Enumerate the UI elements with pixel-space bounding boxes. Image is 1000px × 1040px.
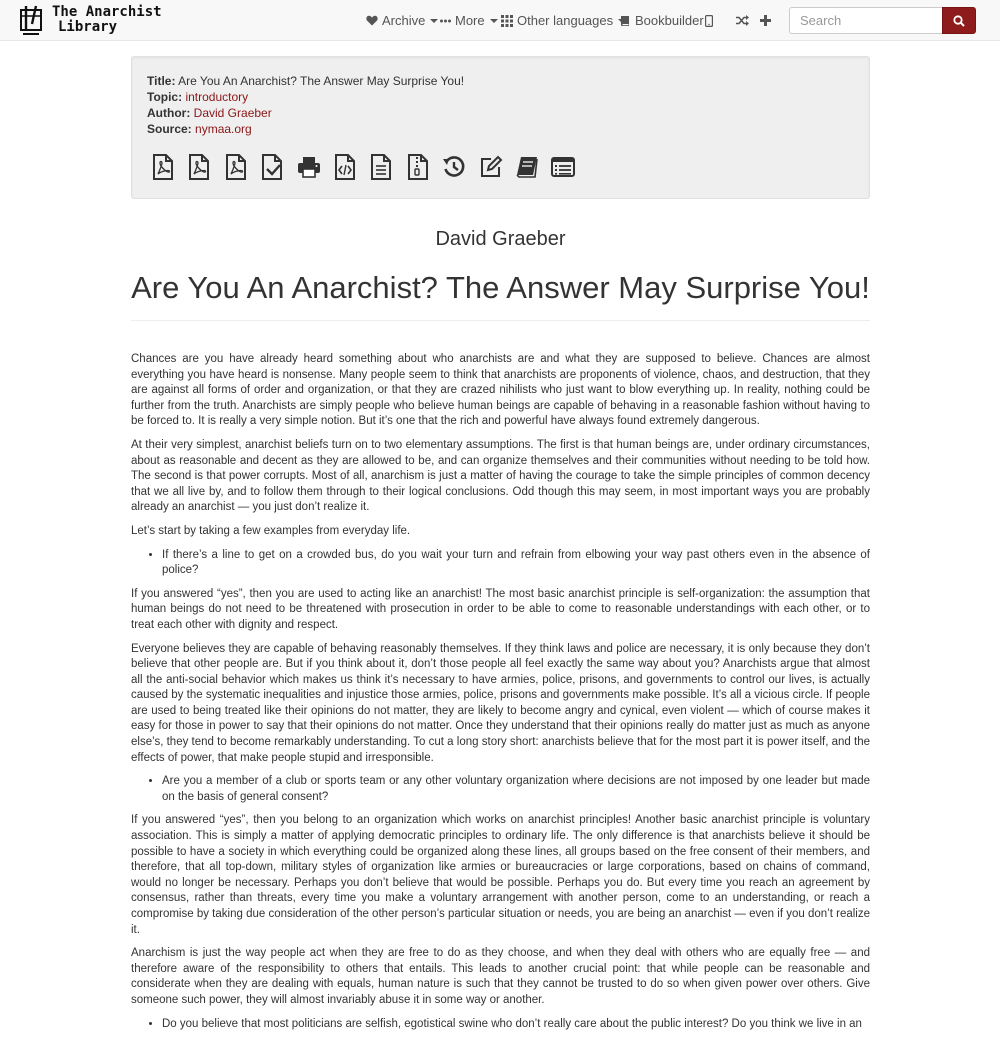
meta-source-label: Source: bbox=[147, 122, 192, 136]
text-icon bbox=[370, 154, 392, 180]
archive-dropdown[interactable] bbox=[366, 13, 438, 28]
search-input[interactable] bbox=[789, 7, 942, 34]
zip-icon bbox=[407, 154, 429, 180]
chevron-down-icon bbox=[430, 19, 438, 23]
archive-label: Archive bbox=[382, 13, 426, 28]
paragraph: Let’s start by taking a few examples from everyday life. bbox=[131, 524, 411, 537]
paragraph: Everyone believes they are capable of behaving reasonably themselves. If they think laws and police are necessary, it is only because they don’t believe that other people are. But if you think about it, don’t those people all feel exactly the same way about you? Anarchists argue that almost all the anti-social behavior which makes us think it’s necessary to have armies, police, prisons, and governments to control our lives, is actually caused by the systematic inequalities and injustice those armies, police, prisons and governments make possible. It’s all a vicious circle. If people are used to being treated like their opinions do not matter, they are likely to become angry and cynical, even violent — which of course makes it easy for those in power to say that their opinions do not matter. Once they understand that their opinions really do matter just as much as anyone else’s, they tend to become remarkably understanding. To cut a long story short: anarchists believe that for the most part it is power itself, and the effects of power, that make people stupid and irresponsible. bbox=[131, 642, 870, 764]
article-body bbox=[131, 352, 870, 1040]
meta-author-label: Author: bbox=[147, 106, 191, 120]
html-icon bbox=[334, 154, 356, 180]
meta-author bbox=[147, 105, 464, 121]
other-languages-dropdown[interactable] bbox=[501, 13, 626, 28]
article-author: David Graeber bbox=[435, 228, 566, 250]
nav-other-languages[interactable] bbox=[501, 0, 626, 41]
download-zip-button[interactable] bbox=[401, 150, 435, 184]
text-info-box bbox=[131, 56, 870, 199]
nav-random[interactable] bbox=[736, 0, 753, 41]
more-dropdown[interactable] bbox=[440, 13, 498, 28]
site-name-line1: The Anarchist bbox=[52, 4, 162, 20]
download-html-button[interactable] bbox=[328, 150, 362, 184]
edit-icon bbox=[479, 155, 503, 179]
ellipsis-icon bbox=[440, 19, 451, 23]
site-name-line2: Library bbox=[58, 19, 118, 35]
download-pdf-button[interactable] bbox=[146, 150, 180, 184]
plus-icon bbox=[760, 15, 771, 26]
history-button[interactable] bbox=[437, 150, 471, 184]
search-form bbox=[789, 7, 976, 34]
heart-icon bbox=[366, 15, 378, 26]
anarchist-library-logo-icon bbox=[18, 4, 44, 36]
list-item: • Do you believe that most politicians are selfish, egotistical swine who don’t really care about the public interest? Do you think we live in an bbox=[162, 1017, 870, 1033]
nav-bookbuilder[interactable] bbox=[620, 0, 704, 41]
table-of-contents-button[interactable] bbox=[546, 150, 580, 184]
history-icon bbox=[442, 155, 466, 179]
book-icon bbox=[620, 15, 631, 27]
source-link[interactable]: nymaa.org bbox=[195, 122, 252, 136]
add-to-bookbuilder-icon bbox=[515, 156, 539, 178]
topic-link[interactable]: introductory bbox=[185, 90, 249, 104]
add-to-bookbuilder-button[interactable] bbox=[510, 150, 544, 184]
bookbuilder-link[interactable] bbox=[620, 13, 704, 28]
download-pdf-a4-button[interactable] bbox=[182, 150, 216, 184]
list-icon bbox=[551, 157, 575, 177]
download-pdf-imposed-button[interactable] bbox=[255, 150, 289, 184]
article-title: Are You An Anarchist? The Answer May Surprise You! bbox=[131, 270, 870, 305]
nav-mobile[interactable] bbox=[705, 0, 717, 41]
print-button[interactable] bbox=[292, 150, 326, 184]
navbar bbox=[0, 0, 1000, 41]
author-link[interactable]: David Graeber bbox=[193, 106, 272, 120]
meta-title-value: Are You An Anarchist? The Answer May Surprise You! bbox=[178, 74, 465, 88]
header-divider bbox=[131, 320, 870, 321]
site-logo[interactable] bbox=[18, 3, 162, 37]
grid-icon bbox=[501, 15, 513, 27]
meta-source bbox=[147, 121, 464, 137]
site-name bbox=[52, 5, 162, 35]
random-button[interactable] bbox=[736, 15, 753, 26]
other-languages-label: Other languages bbox=[517, 13, 614, 28]
paragraph: If you answered “yes”, then you belong to an organization which works on anarchist principles! Another basic anarchist principle is voluntary association. This is simply a matter of applying democratic principles to ordinary life. The only difference is that anarchists believe it should be possible to have a society in which everything could be organized along these lines, all groups based on the free consent of their members, and therefore, that all top-down, military styles of organization like armies or bureaucracies or large corporations, based on chains of command, would no longer be necessary. Perhaps you don’t believe that would be possible. Perhaps you do. But every time you reach an agreement by consensus, rather than threats, every time you make a voluntary arrangement with another person, come to an understanding, or reach a compromise by taking due consideration of the other person’s particular situation or needs, you are being an anarchist — even if you don’t realize it. bbox=[131, 814, 870, 936]
download-toolbar bbox=[146, 150, 583, 184]
pdf-icon bbox=[152, 154, 174, 180]
list-item: • Are you a member of a club or sports team or any other voluntary organization where decisions are not imposed by one leader but made on the basis of general consent? bbox=[162, 774, 870, 805]
pdf-imposed-icon bbox=[261, 154, 283, 180]
question-list bbox=[131, 1017, 870, 1033]
pdf-a4-icon bbox=[188, 154, 210, 180]
meta-topic-label: Topic: bbox=[147, 90, 183, 104]
shuffle-icon bbox=[736, 15, 749, 26]
download-text-button[interactable] bbox=[364, 150, 398, 184]
more-label: More bbox=[455, 13, 485, 28]
edit-button[interactable] bbox=[474, 150, 508, 184]
question-list bbox=[131, 548, 870, 579]
question-list bbox=[131, 774, 870, 805]
meta-title bbox=[147, 73, 464, 89]
download-pdf-booklet-button[interactable] bbox=[219, 150, 253, 184]
chevron-down-icon bbox=[490, 19, 498, 23]
bookbuilder-label: Bookbuilder bbox=[635, 13, 704, 28]
search-icon bbox=[953, 15, 965, 27]
paragraph: If you answered “yes”, then you are used to acting like an anarchist! The most basic anarchist principle is self-organization: the assumption that human beings do not need to be threatened with prosecution in order to be able to come to reasonable understandings with each other, or to treat each other with dignity and respect. bbox=[131, 587, 870, 631]
text-metadata bbox=[147, 73, 464, 137]
add-text-button[interactable] bbox=[760, 15, 775, 26]
meta-title-label: Title: bbox=[147, 74, 176, 88]
paragraph: Anarchism is just the way people act when they are free to do as they choose, and when they deal with others who are equally free — and therefore aware of the responsibility to others that entails. This leads to another crucial point: that while people can be reasonable and considerate when they are dealing with equals, human nature is such that they cannot be trusted to do so when given power over others. Give someone such power, they will almost invariably abuse it in some way or another. bbox=[131, 947, 870, 1006]
mobile-view-button[interactable] bbox=[705, 15, 717, 27]
meta-topic bbox=[147, 89, 464, 105]
nav-add[interactable] bbox=[760, 0, 775, 41]
mobile-icon bbox=[705, 15, 713, 27]
paragraph: Chances are you have already heard something about who anarchists are and what they are supposed to believe. Chances are almost everything you have heard is nonsense. Many people seem to think that anarchists are proponents of violence, chaos, and destruction, that they are against all forms of order and organization, or that they are crazed nihilists who just want to blow everything up. In reality, nothing could be further from the truth. Anarchists are simply people who believe human beings are capable of behaving in a reasonable fashion without having to be forced to. It is really a very simple notion. But it’s one that the rich and powerful have always found extremely dangerous. bbox=[131, 353, 870, 428]
list-item: • If there’s a line to get on a crowded bus, do you wait your turn and refrain from elbowing your way past others even in the absence of police? bbox=[162, 548, 870, 579]
search-button[interactable] bbox=[942, 7, 976, 34]
nav-more[interactable] bbox=[440, 0, 498, 41]
pdf-booklet-icon bbox=[225, 154, 247, 180]
nav-archive[interactable] bbox=[366, 0, 438, 41]
print-icon bbox=[297, 156, 321, 178]
paragraph: At their very simplest, anarchist beliefs turn on to two elementary assumptions. The first is that human beings are, under ordinary circumstances, about as reasonable and decent as they are allowed to be, and can organize themselves and their communities without needing to be told how. The second is that power corrupts. Most of all, anarchism is just a matter of having the courage to take the simple principles of common decency that we all live by, and to follow them through to their logical conclusions. Odd though this may seem, in most important ways you are probably already an anarchist — you just don’t realize it. bbox=[131, 438, 870, 514]
